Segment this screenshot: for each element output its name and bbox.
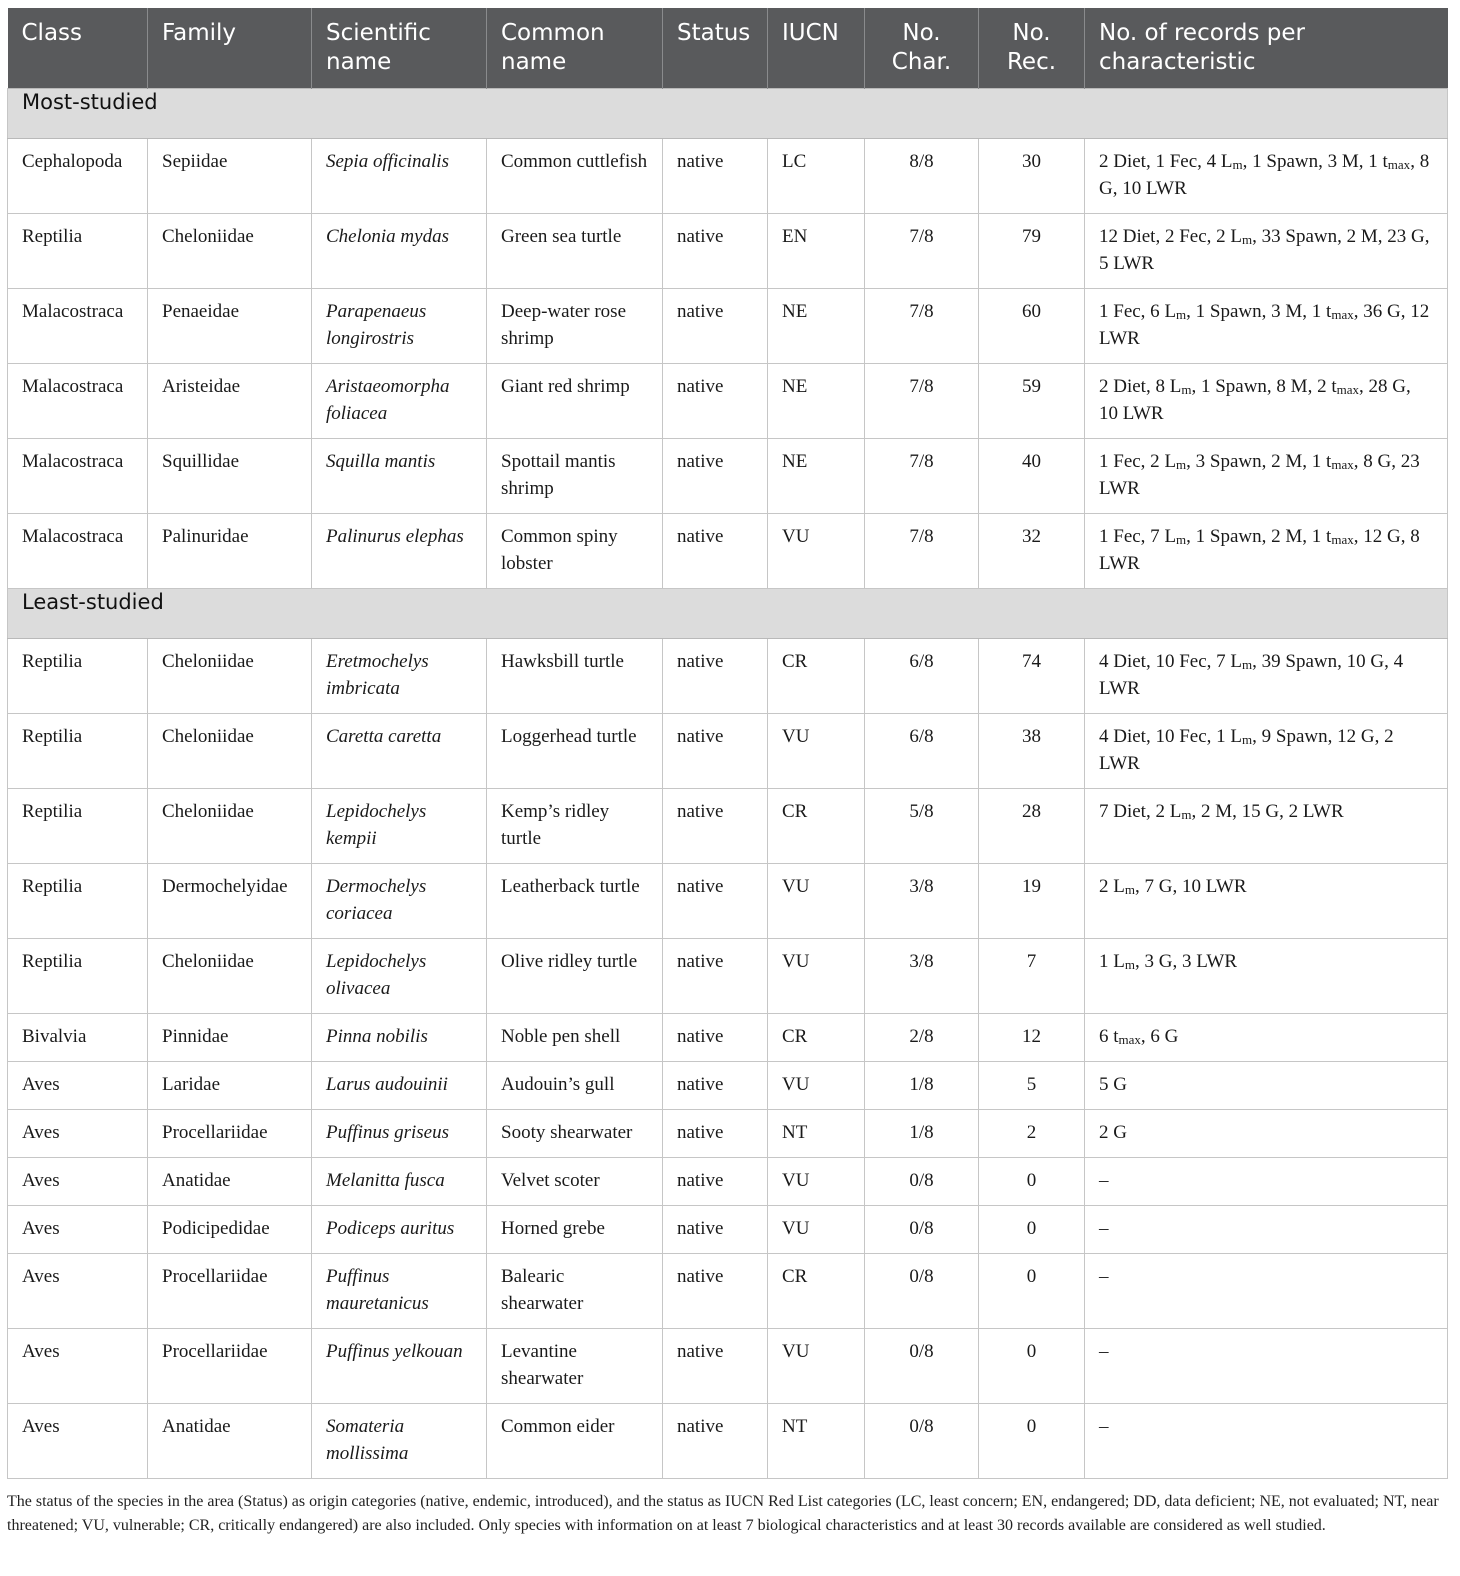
cell-common-name: Common spiny lobster — [487, 514, 663, 589]
cell-records-per-characteristic: – — [1085, 1254, 1448, 1329]
cell-records-per-characteristic: 2 G — [1085, 1110, 1448, 1158]
cell-family: Cheloniidae — [148, 214, 312, 289]
cell-records-per-characteristic: 4 Diet, 10 Fec, 1 $L_m$, 9 Spawn, 12 G, 2 LWR — [1085, 714, 1448, 789]
cell-iucn: NT — [768, 1110, 865, 1158]
cell-family: Penaeidae — [148, 289, 312, 364]
cell-scientific-name: Squilla mantis — [312, 439, 487, 514]
cell-class: Reptilia — [8, 789, 148, 864]
cell-family: Cheloniidae — [148, 939, 312, 1014]
cell-common-name: Loggerhead turtle — [487, 714, 663, 789]
cell-family: Procellariidae — [148, 1329, 312, 1404]
cell-no-rec: 74 — [979, 639, 1085, 714]
cell-iucn: CR — [768, 789, 865, 864]
cell-iucn: LC — [768, 139, 865, 214]
cell-no-char: 1/8 — [865, 1110, 979, 1158]
cell-no-char: 6/8 — [865, 714, 979, 789]
cell-iucn: VU — [768, 939, 865, 1014]
cell-no-rec: 28 — [979, 789, 1085, 864]
cell-class: Malacostraca — [8, 514, 148, 589]
cell-records-per-characteristic: 12 Diet, 2 Fec, 2 $L_m$, 33 Spawn, 2 M, 23 G, 5 LWR — [1085, 214, 1448, 289]
table-row — [8, 864, 1448, 939]
cell-status: native — [663, 439, 768, 514]
cell-scientific-name: Aristaeomorpha foliacea — [312, 364, 487, 439]
cell-scientific-name: Pinna nobilis — [312, 1014, 487, 1062]
cell-records-per-characteristic: – — [1085, 1329, 1448, 1404]
cell-scientific-name: Lepidochelys kempii — [312, 789, 487, 864]
table-row — [8, 1404, 1448, 1479]
cell-common-name: Kemp’s ridley turtle — [487, 789, 663, 864]
cell-common-name: Giant red shrimp — [487, 364, 663, 439]
header-no-rec: No. Rec. — [979, 8, 1085, 89]
cell-class: Cephalopoda — [8, 139, 148, 214]
table-row — [8, 214, 1448, 289]
cell-common-name: Velvet scoter — [487, 1158, 663, 1206]
cell-no-char: 2/8 — [865, 1014, 979, 1062]
cell-scientific-name: Chelonia mydas — [312, 214, 487, 289]
cell-class: Malacostraca — [8, 439, 148, 514]
table-row — [8, 289, 1448, 364]
cell-iucn: NE — [768, 439, 865, 514]
cell-class: Aves — [8, 1110, 148, 1158]
table-row — [8, 1206, 1448, 1254]
cell-family: Cheloniidae — [148, 714, 312, 789]
cell-records-per-characteristic: 4 Diet, 10 Fec, 7 $L_m$, 39 Spawn, 10 G, 4 LWR — [1085, 639, 1448, 714]
table-footnote: The status of the species in the area (Status) as origin categories (native, endemic, introduced), and the status as IUCN Red List categories (LC, least concern; EN, endangered; DD, data deficient; NE, not evaluated; NT, near threatened; VU, vulnerable; CR, critically endangered) are also included. Only species with information on at least 7 biological characteristics and at least 30 records available are considered as well studied. — [7, 1493, 1439, 1534]
cell-records-per-characteristic: 6 $t_{max}$, 6 G — [1085, 1014, 1448, 1062]
cell-scientific-name: Puffinus yelkouan — [312, 1329, 487, 1404]
cell-common-name: Deep-water rose shrimp — [487, 289, 663, 364]
cell-records-per-characteristic: 5 G — [1085, 1062, 1448, 1110]
cell-records-per-characteristic: – — [1085, 1206, 1448, 1254]
cell-class: Aves — [8, 1329, 148, 1404]
cell-scientific-name: Puffinus griseus — [312, 1110, 487, 1158]
cell-no-char: 5/8 — [865, 789, 979, 864]
cell-common-name: Common eider — [487, 1404, 663, 1479]
cell-family: Aristeidae — [148, 364, 312, 439]
cell-family: Cheloniidae — [148, 789, 312, 864]
cell-class: Aves — [8, 1206, 148, 1254]
cell-scientific-name: Eretmochelys imbricata — [312, 639, 487, 714]
cell-common-name: Hawksbill turtle — [487, 639, 663, 714]
header-iucn: IUCN — [768, 8, 865, 89]
cell-status: native — [663, 639, 768, 714]
cell-iucn: CR — [768, 639, 865, 714]
table-row — [8, 439, 1448, 514]
cell-family: Cheloniidae — [148, 639, 312, 714]
cell-status: native — [663, 1404, 768, 1479]
cell-no-rec: 0 — [979, 1254, 1085, 1329]
cell-family: Pinnidae — [148, 1014, 312, 1062]
cell-status: native — [663, 1158, 768, 1206]
cell-family: Sepiidae — [148, 139, 312, 214]
cell-iucn: NT — [768, 1404, 865, 1479]
cell-no-rec: 7 — [979, 939, 1085, 1014]
cell-common-name: Spottail mantis shrimp — [487, 439, 663, 514]
cell-class: Reptilia — [8, 714, 148, 789]
cell-no-rec: 59 — [979, 364, 1085, 439]
cell-no-rec: 60 — [979, 289, 1085, 364]
cell-no-rec: 0 — [979, 1158, 1085, 1206]
cell-no-rec: 5 — [979, 1062, 1085, 1110]
cell-no-rec: 40 — [979, 439, 1085, 514]
header-common-name: Common name — [487, 8, 663, 89]
table-row — [8, 789, 1448, 864]
cell-class: Aves — [8, 1404, 148, 1479]
cell-no-char: 0/8 — [865, 1404, 979, 1479]
cell-no-char: 3/8 — [865, 864, 979, 939]
cell-records-per-characteristic: 2 Diet, 1 Fec, 4 $L_m$, 1 Spawn, 3 M, 1 $t_{max}$, 8 G, 10 LWR — [1085, 139, 1448, 214]
cell-status: native — [663, 1329, 768, 1404]
cell-status: native — [663, 514, 768, 589]
cell-common-name: Common cuttlefish — [487, 139, 663, 214]
cell-class: Malacostraca — [8, 289, 148, 364]
cell-iucn: VU — [768, 1206, 865, 1254]
cell-status: native — [663, 1014, 768, 1062]
cell-no-char: 1/8 — [865, 1062, 979, 1110]
table-row — [8, 1158, 1448, 1206]
cell-records-per-characteristic: – — [1085, 1404, 1448, 1479]
header-family: Family — [148, 8, 312, 89]
cell-records-per-characteristic: 2 $L_m$, 7 G, 10 LWR — [1085, 864, 1448, 939]
cell-no-char: 0/8 — [865, 1206, 979, 1254]
cell-iucn: VU — [768, 714, 865, 789]
species-table — [7, 8, 1448, 1479]
header-class: Class — [8, 8, 148, 89]
section-label: Most-studied — [8, 89, 1448, 139]
table-row — [8, 1014, 1448, 1062]
cell-common-name: Balearic shearwater — [487, 1254, 663, 1329]
header-scientific-name: Scientific name — [312, 8, 487, 89]
cell-no-rec: 0 — [979, 1206, 1085, 1254]
table-row — [8, 1062, 1448, 1110]
cell-no-rec: 19 — [979, 864, 1085, 939]
cell-class: Aves — [8, 1254, 148, 1329]
cell-family: Dermochelyidae — [148, 864, 312, 939]
cell-class: Aves — [8, 1158, 148, 1206]
cell-common-name: Green sea turtle — [487, 214, 663, 289]
cell-scientific-name: Podiceps auritus — [312, 1206, 487, 1254]
cell-status: native — [663, 939, 768, 1014]
cell-family: Procellariidae — [148, 1254, 312, 1329]
cell-no-char: 7/8 — [865, 214, 979, 289]
cell-status: native — [663, 289, 768, 364]
cell-status: native — [663, 1062, 768, 1110]
cell-family: Squillidae — [148, 439, 312, 514]
cell-records-per-characteristic: 1 $L_m$, 3 G, 3 LWR — [1085, 939, 1448, 1014]
cell-common-name: Noble pen shell — [487, 1014, 663, 1062]
cell-iucn: NE — [768, 289, 865, 364]
cell-common-name: Leatherback turtle — [487, 864, 663, 939]
cell-scientific-name: Lepidochelys olivacea — [312, 939, 487, 1014]
cell-iucn: VU — [768, 514, 865, 589]
section-label: Least-studied — [8, 589, 1448, 639]
cell-no-char: 3/8 — [865, 939, 979, 1014]
cell-scientific-name: Larus audouinii — [312, 1062, 487, 1110]
cell-iucn: EN — [768, 214, 865, 289]
cell-family: Anatidae — [148, 1404, 312, 1479]
cell-class: Reptilia — [8, 939, 148, 1014]
cell-family: Podicipedidae — [148, 1206, 312, 1254]
cell-class: Reptilia — [8, 214, 148, 289]
cell-no-char: 6/8 — [865, 639, 979, 714]
cell-common-name: Olive ridley turtle — [487, 939, 663, 1014]
cell-no-rec: 30 — [979, 139, 1085, 214]
cell-class: Malacostraca — [8, 364, 148, 439]
cell-scientific-name: Melanitta fusca — [312, 1158, 487, 1206]
cell-records-per-characteristic: 1 Fec, 2 $L_m$, 3 Spawn, 2 M, 1 $t_{max}$, 8 G, 23 LWR — [1085, 439, 1448, 514]
header-no-char: No. Char. — [865, 8, 979, 89]
cell-no-rec: 0 — [979, 1404, 1085, 1479]
cell-status: native — [663, 714, 768, 789]
cell-status: native — [663, 364, 768, 439]
cell-no-char: 8/8 — [865, 139, 979, 214]
cell-iucn: NE — [768, 364, 865, 439]
cell-iucn: CR — [768, 1254, 865, 1329]
cell-common-name: Levantine shearwater — [487, 1329, 663, 1404]
cell-no-char: 7/8 — [865, 439, 979, 514]
cell-scientific-name: Palinurus elephas — [312, 514, 487, 589]
cell-no-char: 7/8 — [865, 364, 979, 439]
cell-scientific-name: Somateria mollissima — [312, 1404, 487, 1479]
cell-no-rec: 12 — [979, 1014, 1085, 1062]
cell-class: Aves — [8, 1062, 148, 1110]
cell-common-name: Horned grebe — [487, 1206, 663, 1254]
cell-iucn: VU — [768, 1329, 865, 1404]
table-row — [8, 1254, 1448, 1329]
table-row — [8, 139, 1448, 214]
cell-status: native — [663, 864, 768, 939]
cell-family: Laridae — [148, 1062, 312, 1110]
cell-records-per-characteristic: 7 Diet, 2 $L_m$, 2 M, 15 G, 2 LWR — [1085, 789, 1448, 864]
cell-no-rec: 32 — [979, 514, 1085, 589]
cell-common-name: Audouin’s gull — [487, 1062, 663, 1110]
table-row — [8, 1329, 1448, 1404]
cell-scientific-name: Dermochelys coriacea — [312, 864, 487, 939]
cell-no-rec: 79 — [979, 214, 1085, 289]
cell-iucn: VU — [768, 1158, 865, 1206]
cell-iucn: VU — [768, 864, 865, 939]
cell-class: Reptilia — [8, 864, 148, 939]
cell-status: native — [663, 1254, 768, 1329]
section-row-least — [8, 589, 1448, 639]
cell-no-char: 0/8 — [865, 1329, 979, 1404]
cell-no-rec: 0 — [979, 1329, 1085, 1404]
cell-status: native — [663, 139, 768, 214]
cell-family: Anatidae — [148, 1158, 312, 1206]
cell-records-per-characteristic: 1 Fec, 6 $L_m$, 1 Spawn, 3 M, 1 $t_{max}$, 36 G, 12 LWR — [1085, 289, 1448, 364]
cell-no-char: 0/8 — [865, 1158, 979, 1206]
cell-class: Bivalvia — [8, 1014, 148, 1062]
cell-scientific-name: Parapenaeus longirostris — [312, 289, 487, 364]
header-records-per-characteristic: No. of records per characteristic — [1085, 8, 1448, 89]
cell-no-rec: 2 — [979, 1110, 1085, 1158]
cell-iucn: CR — [768, 1014, 865, 1062]
cell-class: Reptilia — [8, 639, 148, 714]
cell-records-per-characteristic: 2 Diet, 8 $L_m$, 1 Spawn, 8 M, 2 $t_{max}$, 28 G, 10 LWR — [1085, 364, 1448, 439]
cell-no-char: 0/8 — [865, 1254, 979, 1329]
cell-family: Procellariidae — [148, 1110, 312, 1158]
cell-family: Palinuridae — [148, 514, 312, 589]
section-row-most — [8, 89, 1448, 139]
cell-status: native — [663, 789, 768, 864]
cell-status: native — [663, 1206, 768, 1254]
cell-scientific-name: Caretta caretta — [312, 714, 487, 789]
cell-common-name: Sooty shearwater — [487, 1110, 663, 1158]
species-table-container — [7, 8, 1447, 1479]
cell-scientific-name: Puffinus mauretanicus — [312, 1254, 487, 1329]
cell-no-char: 7/8 — [865, 289, 979, 364]
cell-status: native — [663, 214, 768, 289]
cell-no-char: 7/8 — [865, 514, 979, 589]
table-body — [8, 89, 1448, 1479]
header-row — [8, 8, 1448, 89]
cell-status: native — [663, 1110, 768, 1158]
table-row — [8, 939, 1448, 1014]
cell-scientific-name: Sepia officinalis — [312, 139, 487, 214]
table-row — [8, 639, 1448, 714]
table-row — [8, 514, 1448, 589]
cell-records-per-characteristic: – — [1085, 1158, 1448, 1206]
table-row — [8, 364, 1448, 439]
cell-iucn: VU — [768, 1062, 865, 1110]
header-status: Status — [663, 8, 768, 89]
cell-no-rec: 38 — [979, 714, 1085, 789]
cell-records-per-characteristic: 1 Fec, 7 $L_m$, 1 Spawn, 2 M, 1 $t_{max}$, 12 G, 8 LWR — [1085, 514, 1448, 589]
table-row — [8, 1110, 1448, 1158]
table-row — [8, 714, 1448, 789]
